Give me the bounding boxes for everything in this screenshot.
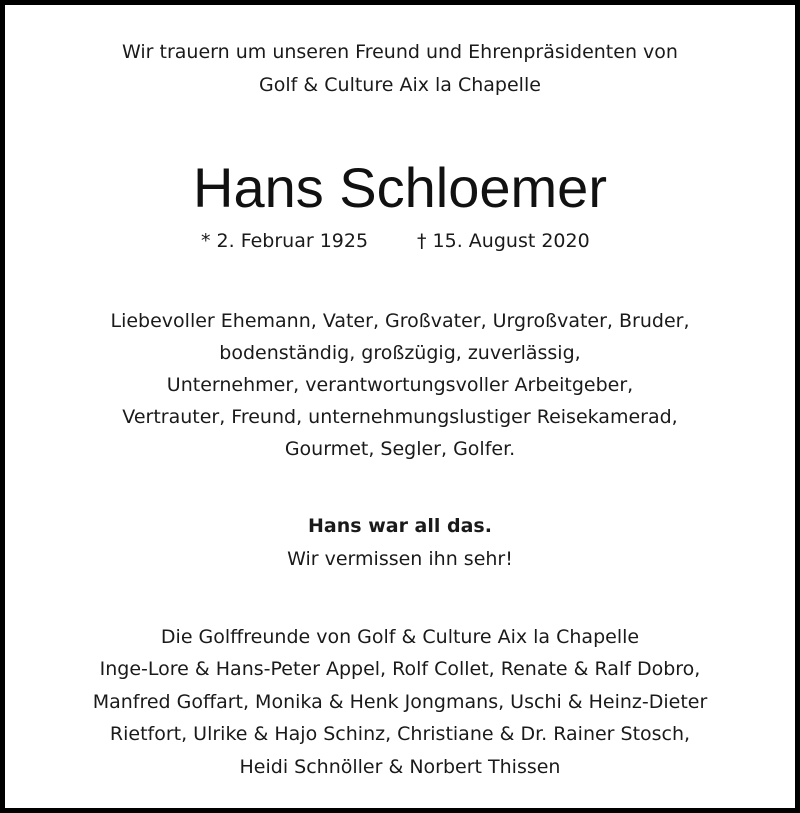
tribute-line: Liebevoller Ehemann, Vater, Großvater, Urgroßvater, Bruder,	[110, 310, 690, 332]
closing-bold-line: Hans war all das.	[308, 515, 492, 537]
life-dates	[5, 227, 795, 255]
tribute-line: Gourmet, Segler, Golfer.	[284, 438, 516, 460]
tribute-line: Unternehmer, verantwortungsvoller Arbeitgeber,	[166, 374, 634, 396]
intro-line-1: Wir trauern um unseren Freund und Ehrenpräsidenten von	[122, 41, 678, 63]
tribute-line: bodenständig, großzügig, zuverlässig,	[219, 342, 581, 364]
death-date: † 15. August 2020	[417, 230, 590, 252]
intro-line-2: Golf & Culture Aix la Chapelle	[259, 74, 541, 96]
signatory-line: Rietfort, Ulrike & Hajo Schinz, Christiane & Dr. Rainer Stosch,	[109, 723, 691, 745]
signatory-line: Heidi Schnöller & Norbert Thissen	[239, 756, 561, 778]
tribute-line: Vertrauter, Freund, unternehmungslustiger Reisekamerad,	[122, 406, 678, 428]
deceased-name: Hans Schloemer	[193, 156, 607, 219]
birth-date: * 2. Februar 1925	[201, 230, 369, 252]
signatory-line: Inge-Lore & Hans-Peter Appel, Rolf Collet, Renate & Ralf Dobro,	[99, 658, 701, 680]
signatory-line: Die Golffreunde von Golf & Culture Aix la Chapelle	[160, 626, 640, 648]
signatory-line: Manfred Goffart, Monika & Henk Jongmans, Uschi & Heinz-Dieter	[92, 691, 708, 713]
closing-line: Wir vermissen ihn sehr!	[287, 548, 513, 570]
